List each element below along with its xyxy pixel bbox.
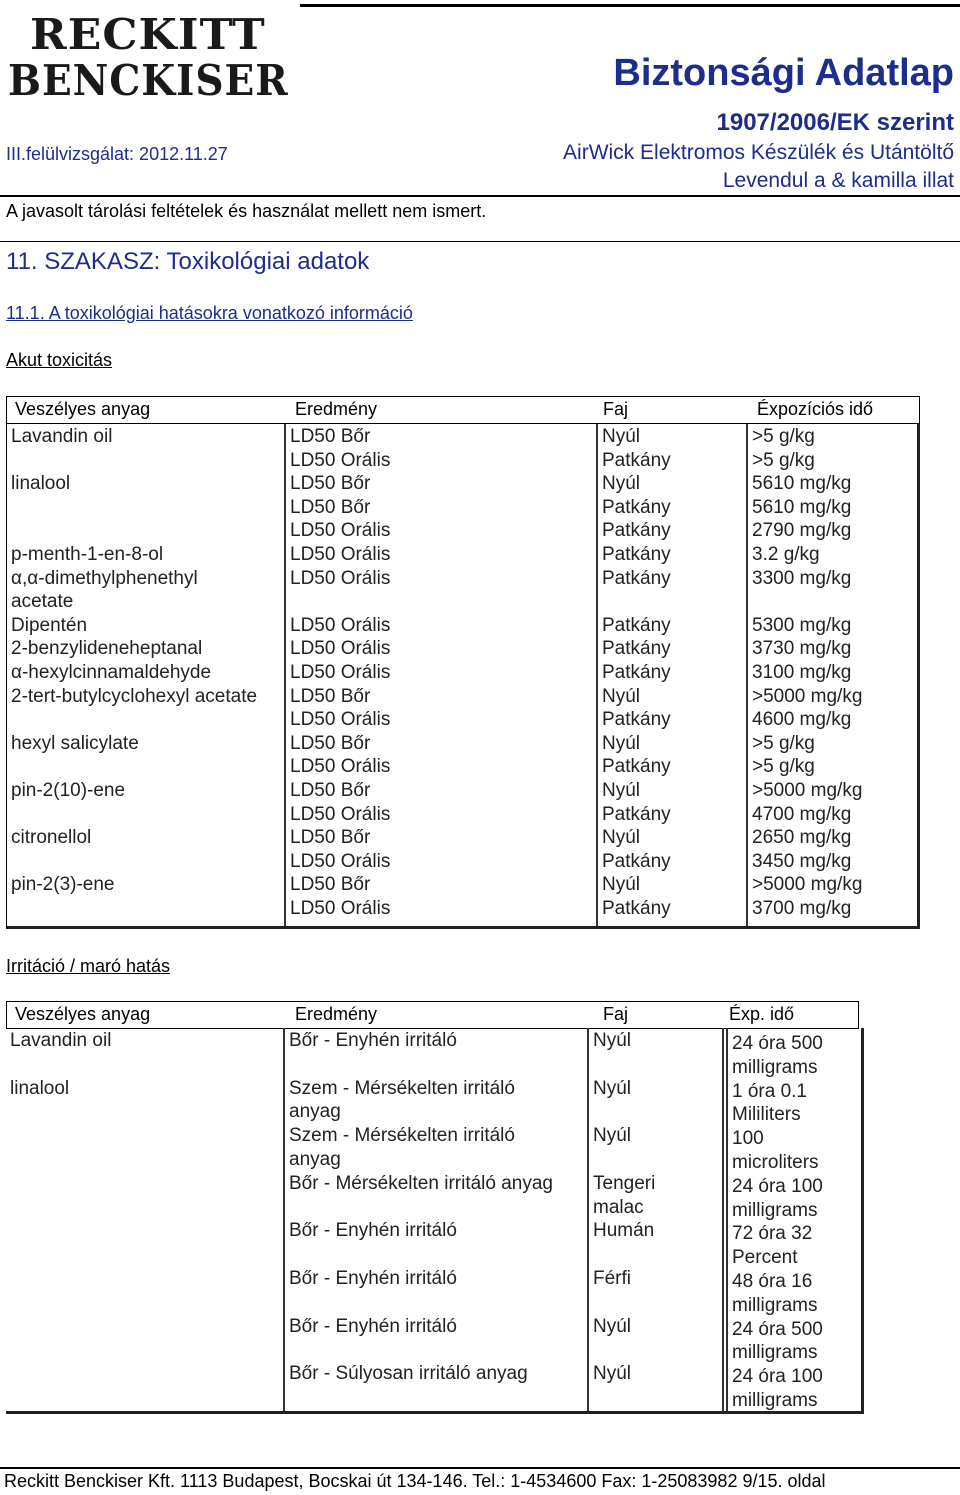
- intro-text: A javasolt tárolási feltételek és használat mellett nem ismert.: [6, 201, 487, 221]
- time-cell: 100: [732, 1128, 764, 1150]
- result-cell: Bőr - Enyhén irritáló: [289, 1268, 457, 1289]
- time-cell: milligrams: [732, 1342, 818, 1364]
- section-title: 11. SZAKASZ: Toxikológiai adatok: [6, 248, 370, 275]
- irritation-header-result: Eredmény: [295, 1004, 378, 1024]
- species-cell: Patkány: [602, 496, 671, 518]
- time-cell: 24 óra 100: [732, 1175, 823, 1197]
- substance-cell: α-hexylcinnamaldehyde: [11, 662, 212, 683]
- value-cell: 3450 mg/kg: [752, 850, 852, 872]
- irritation-col-divider: [722, 1028, 724, 1411]
- result-cell: LD50 Orális: [290, 803, 391, 825]
- time-cell: microliters: [732, 1152, 819, 1173]
- result-cell: Bőr - Súlyosan irritáló anyag: [289, 1363, 528, 1385]
- species-cell: Nyúl: [593, 1363, 632, 1385]
- time-cell: 48 óra 16: [732, 1271, 813, 1292]
- species-cell: Patkány: [602, 449, 671, 471]
- value-cell: >5 g/kg: [752, 449, 815, 471]
- species-cell: Nyúl: [602, 827, 641, 849]
- result-cell: LD50 Orális: [290, 662, 391, 683]
- acute-species-column: [598, 424, 746, 926]
- irritation-result-column: [285, 1028, 587, 1411]
- regulation-label: 1907/2006/EK szerint: [716, 109, 954, 136]
- result-cell: LD50 Orális: [290, 520, 391, 542]
- substance-cell: linalool: [11, 473, 71, 495]
- time-cell: 24 óra 100: [732, 1366, 823, 1388]
- species-cell: Nyúl: [593, 1125, 632, 1147]
- species-cell: Nyúl: [593, 1030, 632, 1051]
- species-cell: Patkány: [602, 709, 671, 731]
- result-cell: LD50 Bőr: [290, 685, 371, 707]
- value-cell: 5610 mg/kg: [752, 473, 852, 495]
- species-cell: Nyúl: [602, 874, 641, 896]
- irritation-table: [6, 1028, 864, 1414]
- result-cell: LD50 Bőr: [290, 473, 371, 495]
- species-cell: Nyúl: [593, 1315, 632, 1337]
- time-cell: 24 óra 500: [732, 1318, 823, 1340]
- irritation-heading: Irritáció / maró hatás: [6, 956, 171, 976]
- value-cell: 4700 mg/kg: [752, 803, 852, 825]
- value-cell: >5 g/kg: [752, 426, 815, 447]
- result-cell: Szem - Mérsékelten irritáló: [289, 1077, 515, 1099]
- result-cell: LD50 Bőr: [290, 426, 371, 447]
- substance-cell: p-menth-1-en-8-ol: [11, 544, 164, 565]
- result-cell: LD50 Orális: [290, 614, 391, 636]
- acute-toxicity-heading: Akut toxicitás: [6, 350, 113, 370]
- result-cell: LD50 Bőr: [290, 874, 371, 896]
- time-cell: Percent: [732, 1247, 798, 1269]
- irritation-time-column: [728, 1028, 861, 1411]
- acute-result-column: [286, 424, 596, 926]
- value-cell: >5000 mg/kg: [752, 874, 863, 896]
- substance-cell: α,α-dimethylphenethyl: [11, 567, 198, 589]
- result-cell: LD50 Orális: [290, 898, 391, 919]
- value-cell: 3300 mg/kg: [752, 567, 852, 589]
- result-cell: LD50 Orális: [290, 638, 391, 660]
- logo-line2: BENCKISER: [8, 56, 289, 105]
- irritation-substance-column: [6, 1028, 283, 1411]
- species-cell: Patkány: [602, 567, 671, 589]
- value-cell: 3700 mg/kg: [752, 898, 852, 919]
- substance-cell: pin-2(10)-ene: [11, 780, 126, 801]
- species-cell: Patkány: [602, 614, 671, 636]
- result-cell: Bőr - Enyhén irritáló: [289, 1315, 457, 1337]
- product-name: AirWick Elektromos Készülék és Utántöltő: [563, 141, 954, 164]
- header-rule: [0, 195, 960, 197]
- species-cell: Nyúl: [593, 1077, 632, 1099]
- result-cell: LD50 Bőr: [290, 496, 371, 518]
- value-cell: 2650 mg/kg: [752, 827, 852, 849]
- time-cell: 1 óra 0.1: [732, 1080, 807, 1102]
- value-cell: 3100 mg/kg: [752, 662, 852, 683]
- time-cell: milligrams: [732, 1199, 818, 1221]
- result-cell: Bőr - Enyhén irritáló: [289, 1220, 457, 1242]
- result-cell: Bőr - Mérsékelten irritáló anyag: [289, 1172, 553, 1194]
- irritation-header-species: Faj: [603, 1004, 629, 1024]
- species-cell: Patkány: [602, 803, 671, 825]
- result-cell: LD50 Orális: [290, 449, 391, 471]
- footer-rule: [0, 1467, 960, 1469]
- result-cell: LD50 Bőr: [290, 827, 371, 849]
- result-cell: Bőr - Enyhén irritáló: [289, 1030, 457, 1051]
- product-variant: Levendul a & kamilla illat: [722, 169, 954, 192]
- time-cell: Mililiters: [732, 1104, 801, 1126]
- result-cell: LD50 Orális: [290, 850, 391, 872]
- value-cell: 3.2 g/kg: [752, 544, 820, 565]
- species-cell: Patkány: [602, 898, 671, 919]
- substance-cell: Lavandin oil: [11, 426, 113, 447]
- irritation-header-time: Éxp. idő: [729, 1004, 795, 1024]
- value-cell: 4600 mg/kg: [752, 709, 852, 731]
- species-cell: Humán: [593, 1220, 655, 1242]
- species-cell: Nyúl: [602, 685, 641, 707]
- species-cell: Patkány: [602, 520, 671, 542]
- value-cell: 5300 mg/kg: [752, 614, 852, 636]
- acute-substance-column: [7, 424, 284, 926]
- substance-cell: linalool: [10, 1077, 70, 1099]
- result-cell: LD50 Orális: [290, 756, 391, 778]
- species-cell: Nyúl: [602, 473, 641, 495]
- species-cell: malac: [593, 1196, 644, 1218]
- company-logo: [8, 10, 298, 105]
- irritation-table-header: [6, 1001, 859, 1029]
- species-cell: Nyúl: [602, 780, 641, 801]
- acute-toxicity-table: [6, 423, 920, 929]
- substance-cell: Dipentén: [11, 614, 88, 636]
- acute-header-exposure: Éxpozíciós idő: [757, 399, 874, 419]
- top-rule: [300, 4, 960, 7]
- page-footer: Reckitt Benckiser Kft. 1113 Budapest, Bocskai út 134-146. Tel.: 1-4534600 Fax: 1-25083982 9/15. oldal: [4, 1471, 826, 1491]
- substance-cell: 2-tert-butylcyclohexyl acetate: [11, 685, 258, 707]
- species-cell: Tengeri: [593, 1172, 656, 1194]
- value-cell: >5 g/kg: [752, 732, 815, 754]
- substance-cell: citronellol: [11, 827, 92, 849]
- species-cell: Patkány: [602, 756, 671, 778]
- result-cell: anyag: [289, 1149, 341, 1170]
- subsection-title: 11.1. A toxikológiai hatásokra vonatkozó információ: [6, 303, 413, 323]
- value-cell: >5000 mg/kg: [752, 780, 863, 801]
- acute-header-result: Eredmény: [295, 399, 378, 419]
- species-cell: Patkány: [602, 662, 671, 683]
- logo-line1: RECKITT: [30, 10, 266, 59]
- time-cell: milligrams: [732, 1056, 818, 1078]
- species-cell: Férfi: [593, 1268, 631, 1289]
- substance-cell: 2-benzylideneheptanal: [11, 638, 203, 660]
- result-cell: LD50 Orális: [290, 567, 391, 589]
- value-cell: >5000 mg/kg: [752, 685, 863, 707]
- time-cell: 72 óra 32: [732, 1223, 813, 1245]
- acute-header-substance: Veszélyes anyag: [15, 399, 151, 419]
- time-cell: milligrams: [732, 1294, 818, 1316]
- substance-cell: hexyl salicylate: [11, 732, 139, 754]
- species-cell: Patkány: [602, 850, 671, 872]
- result-cell: LD50 Bőr: [290, 780, 371, 801]
- species-cell: Patkány: [602, 638, 671, 660]
- result-cell: LD50 Bőr: [290, 732, 371, 754]
- acute-value-column: [748, 424, 917, 926]
- result-cell: LD50 Orális: [290, 709, 391, 731]
- irritation-species-column: [589, 1028, 722, 1411]
- species-cell: Nyúl: [602, 426, 641, 447]
- value-cell: 2790 mg/kg: [752, 520, 852, 542]
- substance-cell: pin-2(3)-ene: [11, 874, 115, 896]
- value-cell: >5 g/kg: [752, 756, 815, 778]
- result-cell: anyag: [289, 1101, 341, 1123]
- time-cell: milligrams: [732, 1390, 818, 1411]
- value-cell: 3730 mg/kg: [752, 638, 852, 660]
- species-cell: Nyúl: [602, 732, 641, 754]
- irritation-header-substance: Veszélyes anyag: [15, 1004, 151, 1024]
- species-cell: Patkány: [602, 544, 671, 565]
- result-cell: LD50 Orális: [290, 544, 391, 565]
- time-cell: 24 óra 500: [732, 1033, 823, 1054]
- document-title: Biztonsági Adatlap: [613, 52, 954, 94]
- acute-header-species: Faj: [603, 399, 629, 419]
- result-cell: Szem - Mérsékelten irritáló: [289, 1125, 515, 1147]
- acute-table-header: [6, 396, 920, 424]
- revision-date: III.felülvizsgálat: 2012.11.27: [6, 144, 228, 164]
- section-rule: [0, 241, 960, 242]
- value-cell: 5610 mg/kg: [752, 496, 852, 518]
- substance-cell: Lavandin oil: [10, 1030, 112, 1051]
- substance-cell: acetate: [11, 591, 74, 613]
